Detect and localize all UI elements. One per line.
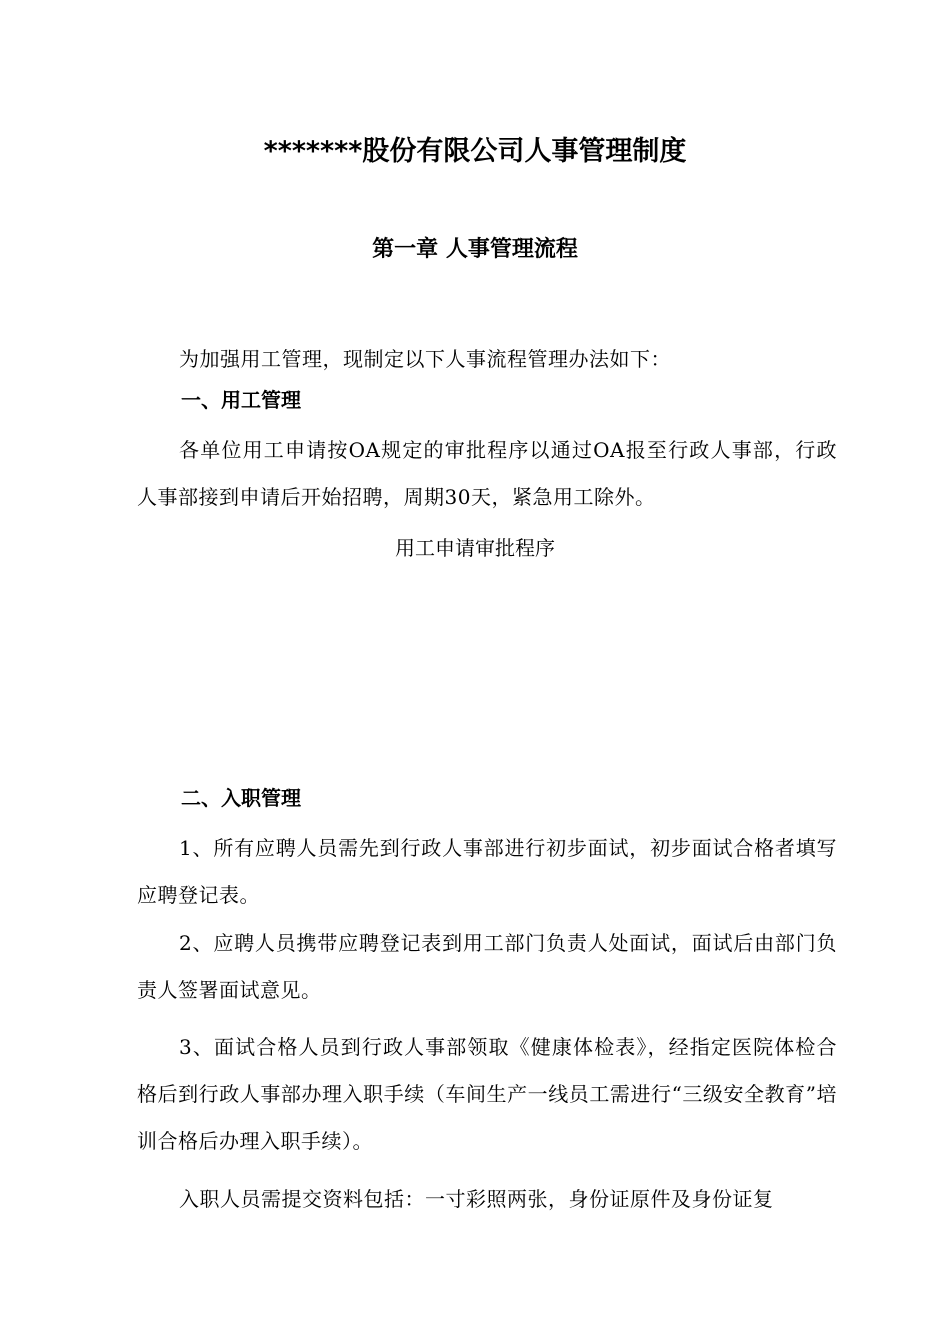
- intro-paragraph: 为加强用工管理，现制定以下人事流程管理办法如下：: [179, 347, 671, 371]
- figure-caption: 用工申请审批程序: [395, 536, 555, 560]
- onboarding-item-3: 3、面试合格人员到行政人事部领取《健康体检表》，经指定医院体检合格后到行政人事部办理入职手续（车间生产一线员工需进行“三级安全教育”培训合格后办理入职手续）。: [137, 1035, 837, 1153]
- onboarding-item-1: 1、所有应聘人员需先到行政人事部进行初步面试，初步面试合格者填写应聘登记表。: [137, 836, 837, 907]
- employment-paragraph: 各单位用工申请按OA规定的审批程序以通过OA报至行政人事部，行政人事部接到申请后开始招聘，周期30天，紧急用工除外。: [137, 438, 837, 509]
- section-heading-employment: 一、用工管理: [181, 388, 301, 412]
- onboarding-materials: 入职人员需提交资料包括：一寸彩照两张，身份证原件及身份证复: [179, 1187, 774, 1211]
- approval-flow-figure-area: [137, 570, 837, 770]
- document-title: *******股份有限公司人事管理制度: [263, 136, 687, 167]
- onboarding-item-2: 2、应聘人员携带应聘登记表到用工部门负责人处面试，面试后由部门负责人签署面试意见。: [137, 931, 837, 1002]
- section-heading-onboarding: 二、入职管理: [181, 786, 301, 810]
- chapter-title: 第一章 人事管理流程: [372, 237, 578, 262]
